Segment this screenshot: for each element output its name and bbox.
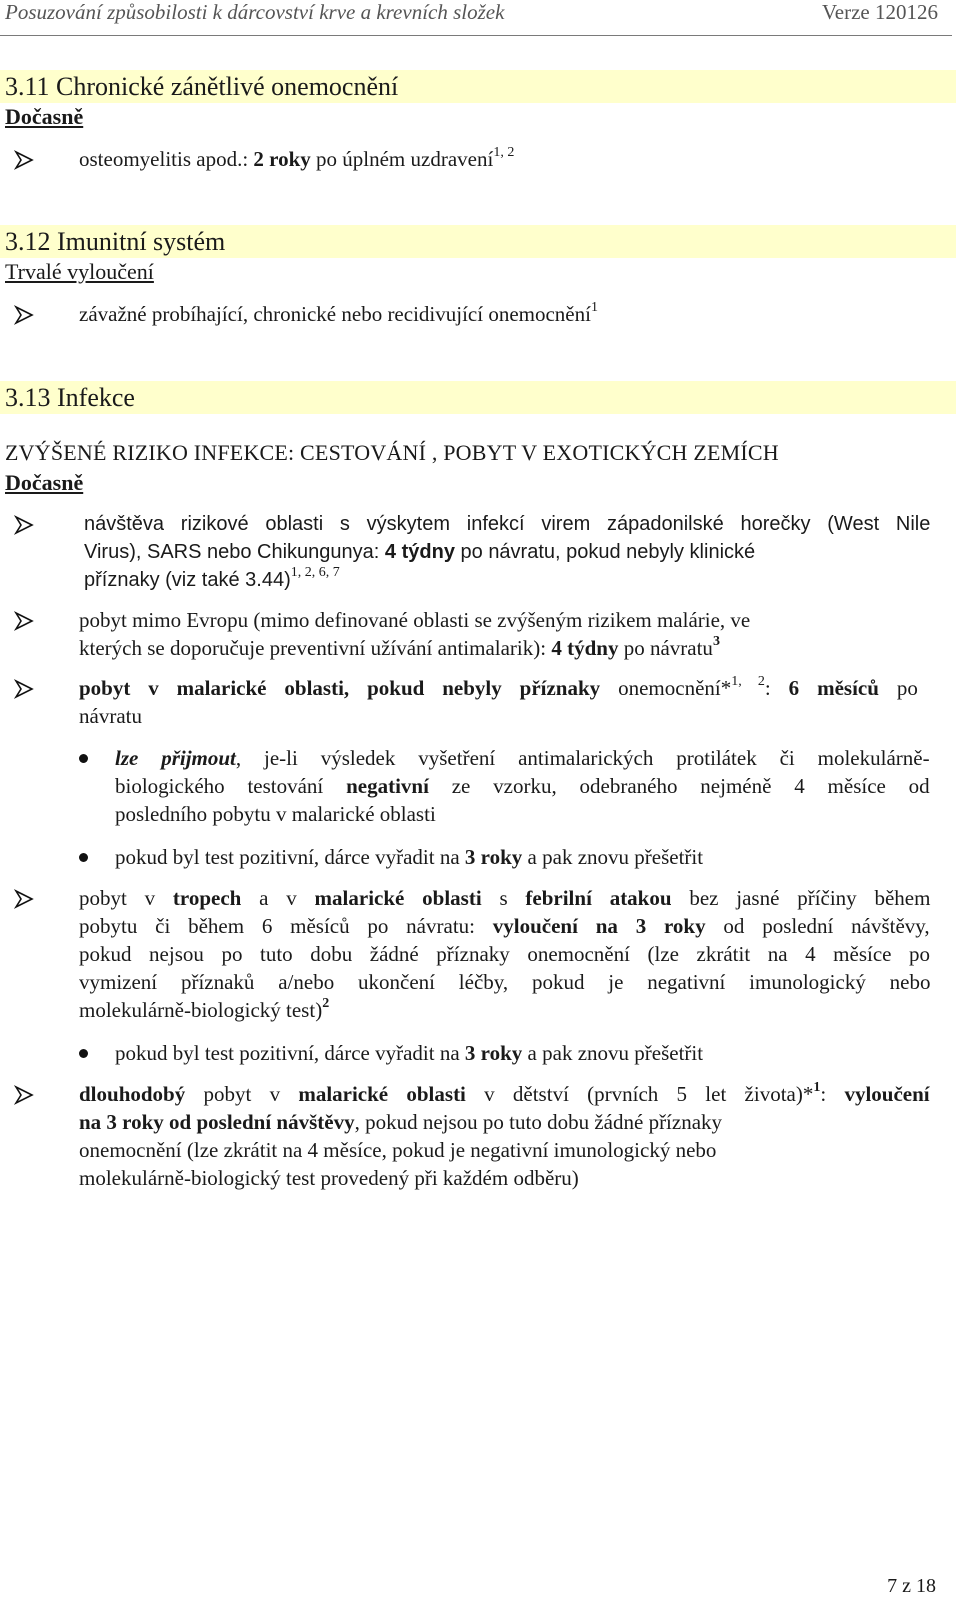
list-item-line: příznaky (viz také 3.44)$^{1, 2, 6, 7}$	[84, 565, 340, 591]
list-item-line: onemocnění (lze zkrátit na 4 měsíce, pokud je negativní imunologický nebo	[79, 1138, 717, 1162]
section-title-3-12: 3.12 Imunitní systém	[5, 227, 226, 256]
arrow-bullet-icon	[14, 611, 34, 631]
subheading-permanent-exclusion: Trvalé vyloučení	[5, 259, 154, 284]
document-version: Verze 120126	[821, 0, 938, 24]
list-item-line: pokud byl test pozitivní, dárce vyřadit na 3 roky a pak znovu přešetřit	[115, 1041, 704, 1065]
bullet-dot-icon	[79, 754, 88, 763]
arrow-bullet-icon	[14, 150, 34, 170]
bullet-dot-icon	[79, 853, 88, 862]
list-item-line: návratu	[79, 704, 142, 728]
list-item-line: biologického testování negativní ze vzorku, odebraného nejméně 4 měsíce od	[115, 774, 930, 798]
document-title: Posuzování způsobilosti k dárcovství krve a krevních složek	[5, 0, 505, 24]
list-item-line: pokud nejsou po tuto dobu žádné příznaky onemocnění (lze zkrátit na 4 měsíce po	[79, 942, 931, 966]
section-title-3-13: 3.13 Infekce	[5, 383, 135, 412]
arrow-bullet-icon	[14, 679, 34, 699]
list-item-line: vymizení příznaků a/nebo ukončení léčby, pokud je negativní imunologický nebo	[79, 970, 931, 994]
subheading-temporary: Dočasně	[5, 104, 84, 129]
list-item-line: pobyt v tropech a v malarické oblasti s febrilní atakou bez jasné příčiny během	[79, 886, 931, 910]
list-item-line: návštěva rizikové oblasti s výskytem infekcí virem západonilské horečky (West Nile	[84, 513, 931, 535]
list-item: osteomyelitis apod.: 2 roky po úplném uzdravení$^{1, 2}$	[79, 145, 515, 171]
bullet-dot-icon	[79, 1049, 88, 1058]
section-title-3-11: 3.11 Chronické zánětlivé onemocnění	[5, 72, 399, 101]
arrow-bullet-icon	[14, 305, 34, 325]
page-header	[0, 0, 952, 36]
list-item-line: lze přijmout, je-li výsledek vyšetření antimalarických protilátek či molekulárně-	[115, 746, 930, 770]
section-bar-3-13	[0, 381, 956, 414]
list-item-line: kterých se doporučuje preventivní užívání antimalarik): 4 týdny po návratu$^3$	[79, 634, 720, 660]
list-item: závažné probíhající, chronické nebo recidivující onemocnění$^1$	[79, 300, 598, 326]
list-item-line: molekulárně-biologický test)$^2$	[79, 996, 330, 1022]
list-item-line: molekulárně-biologický test provedený při každém odběru)	[79, 1166, 579, 1190]
risk-heading: ZVÝŠENÉ RIZIKO INFEKCE: CESTOVÁNÍ , POBYT V EXOTICKÝCH ZEMÍCH	[5, 440, 779, 465]
list-item-line: na 3 roky od poslední návštěvy, pokud nejsou po tuto dobu žádné příznaky	[79, 1110, 723, 1134]
arrow-bullet-icon	[14, 1085, 34, 1105]
list-item-line: pobyt mimo Evropu (mimo definované oblasti se zvýšeným rizikem malárie, ve	[79, 608, 751, 632]
list-item-line: pobyt v malarické oblasti, pokud nebyly příznaky onemocnění*$^{1, 2}$: 6 měsíců po	[79, 674, 918, 700]
list-item-line: posledního pobytu v malarické oblasti	[115, 802, 436, 826]
list-item-line: pobytu či během 6 měsíců po návratu: vyloučení na 3 roky od poslední návštěvy,	[79, 914, 930, 938]
arrow-bullet-icon	[14, 515, 34, 535]
list-item-line: Virus), SARS nebo Chikungunya: 4 týdny po návratu, pokud nebyly klinické	[84, 541, 756, 563]
subheading-temporary: Dočasně	[5, 470, 84, 495]
arrow-bullet-icon	[14, 889, 34, 909]
list-item-line: pokud byl test pozitivní, dárce vyřadit na 3 roky a pak znovu přešetřit	[115, 845, 704, 869]
list-item-line: dlouhodobý pobyt v malarické oblasti v dětství (prvních 5 let života)*$^1$: vyloučení	[79, 1080, 930, 1106]
page-number: 7 z 18	[887, 1575, 936, 1597]
